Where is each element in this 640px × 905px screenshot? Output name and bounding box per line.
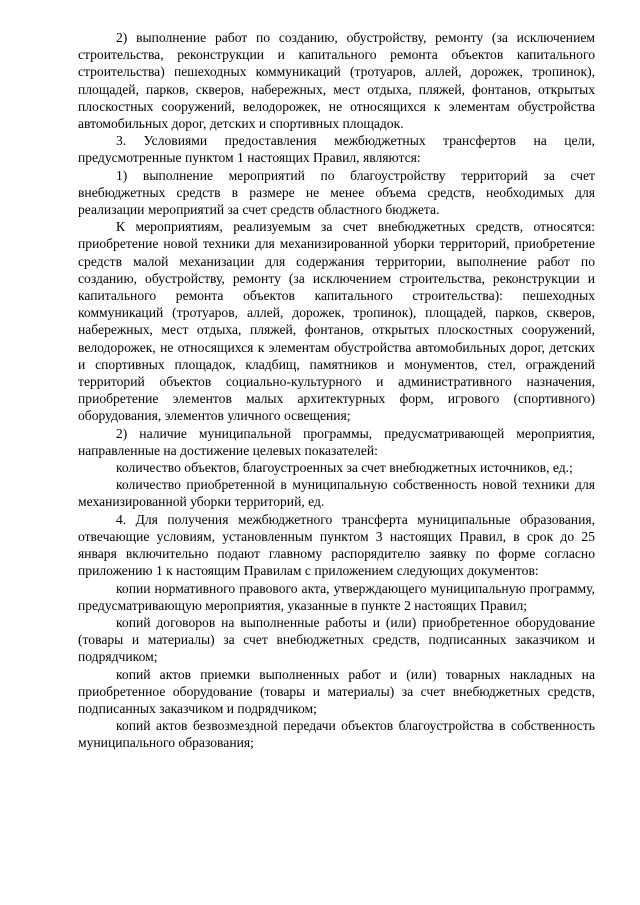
paragraph-item-2-works: 2) выполнение работ по созданию, обустройству, ремонту (за исключением строительства, реконструкции и капитального ремонта объектов капитального строительства) пешеходных коммуникаций (тротуаров, аллей, дорожек, тропинок), площадей, парков, скверов, набережных, мест отдыха, пляжей, фонтанов, открытых плоскостных сооружений, велодорожек, не относящихся к элементам обустройства автомобильных дорог, детских и спортивных площадок. [78, 30, 595, 132]
paragraph-extrabudgetary-measures: К мероприятиям, реализуемым за счет внебюджетных средств, относятся: приобретение новой техники для механизированной уборки территорий, приобретение средств малой механизации для содержания территории, выполнение работ по созданию, обустройству, ремонту (за исключением строительства, реконструкции и капитального ремонта объектов капитального строительства): пешеходных коммуникаций (тротуаров, аллей, дорожек, тропинок), площадей, парков, скверов, набережных, мест отдыха, пляжей, фонтанов, открытых плоскостных сооружений, велодорожек, не относящихся к элементам обустройства автомобильных дорог, детских и спортивных площадок, кладбищ, памятников и монументов, стел, ограждений территорий объектов социально-культурного и административного назначения, приобретение элементов малых архитектурных форм, игрового (спортивного) оборудования, элементов уличного освещения; [78, 219, 595, 424]
paragraph-condition-2: 2) наличие муниципальной программы, предусматривающей мероприятия, направленные на достижение целевых показателей: [78, 425, 595, 458]
paragraph-indicator-equipment: количество приобретенной в муниципальную собственность новой техники для механизированной уборки территорий, ед. [78, 477, 595, 510]
document-page [78, 29, 595, 752]
paragraph-doc-normative-act: копии нормативного правового акта, утверждающего муниципальную программу, предусматривающую мероприятия, указанные в пункте 2 настоящих Правил; [78, 580, 595, 613]
paragraph-condition-1: 1) выполнение мероприятий по благоустройству территорий за счет внебюджетных средств в размере не менее объема средств, необходимых для реализации мероприятий за счет средств областного бюджета. [78, 167, 595, 218]
paragraph-section-3-conditions: 3. Условиями предоставления межбюджетных трансфертов на цели, предусмотренные пунктом 1 настоящих Правил, являются: [78, 133, 595, 166]
paragraph-indicator-objects: количество объектов, благоустроенных за счет внебюджетных источников, ед.; [116, 460, 573, 476]
paragraph-doc-contracts: копий договоров на выполненные работы и (или) приобретенное оборудование (товары и материалы) за счет внебюджетных средств, подписанных заказчиком и подрядчиком; [78, 614, 595, 665]
paragraph-doc-transfer-acts: копий актов безвозмездной передачи объектов благоустройства в собственность муниципального образования; [78, 718, 595, 751]
paragraph-section-4-application: 4. Для получения межбюджетного трансферта муниципальные образования, отвечающие условиям, установленным пунктом 3 настоящих Правил, в срок до 25 января включительно подают главному распорядителю заявку по форме согласно приложению 1 к настоящим Правилам с приложением следующих документов: [78, 511, 595, 579]
paragraph-doc-acceptance-acts: копий актов приемки выполненных работ и (или) товарных накладных на приобретенное оборудование (товары и материалы) за счет внебюджетных средств, подписанных заказчиком и подрядчиком; [78, 666, 595, 716]
